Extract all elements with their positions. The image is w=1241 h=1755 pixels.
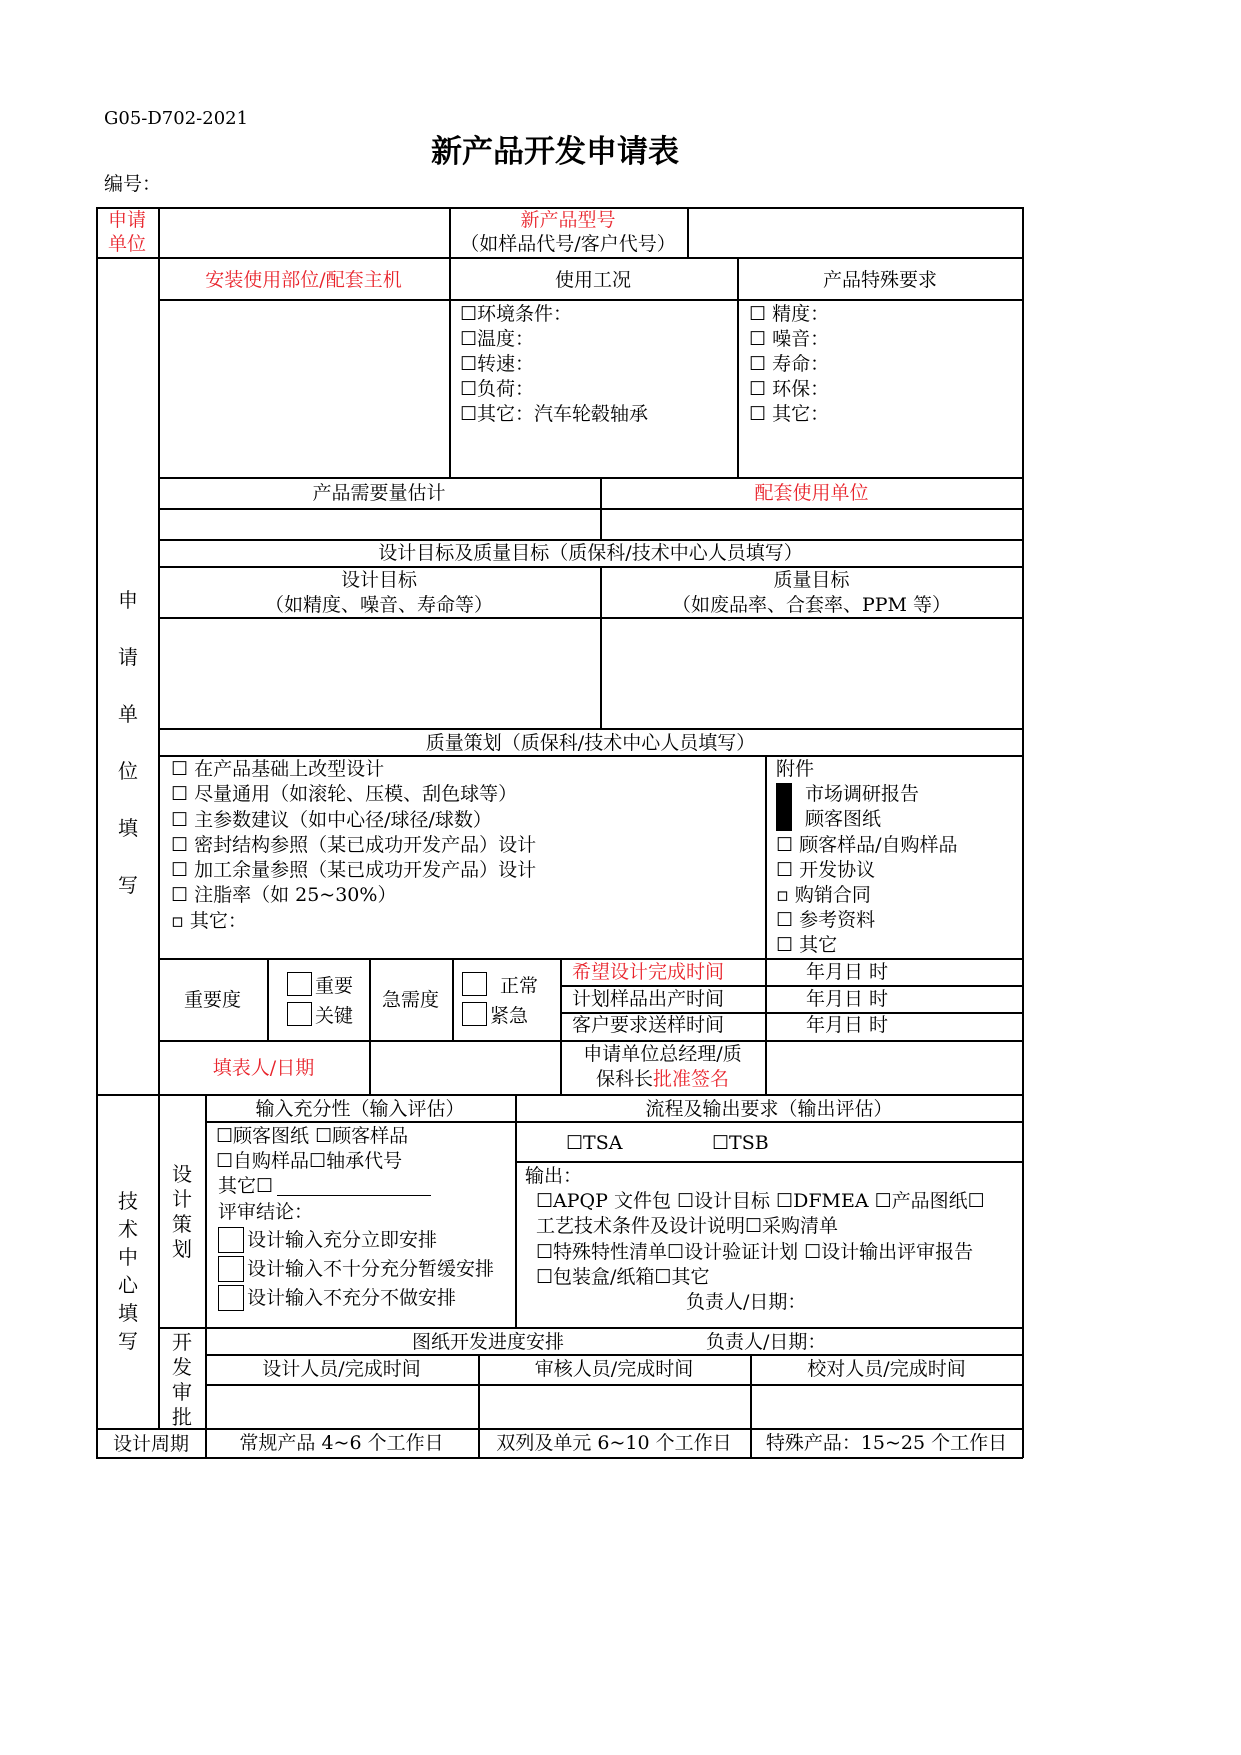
conditions-list <box>460 302 648 427</box>
review-option: 设计输入不十分充分暂缓安排 <box>247 1258 495 1280</box>
checker-col: 校对人员/完成时间 <box>807 1358 966 1380</box>
checkbox-key[interactable] <box>287 1002 312 1026</box>
attachments-title: 附件 <box>776 758 815 780</box>
output-line[interactable]: ☐APQP 文件包 ☐设计目标 ☐DFMEA ☐产品图纸☐ <box>536 1190 985 1212</box>
review-label: 评审结论： <box>218 1201 314 1223</box>
option-important: 重要 <box>315 975 354 997</box>
approve-label: 申请单位总经理/质 <box>583 1043 742 1065</box>
plan-item[interactable]: ☐ 主参数建议（如中心径/球径/球数） <box>171 808 492 831</box>
design-goal-label: 设计目标 <box>340 569 417 591</box>
plan-item[interactable]: ☐ 在产品基础上改型设计 <box>171 758 385 780</box>
expected-design-time-label: 希望设计完成时间 <box>572 961 725 983</box>
filled-checkbox-icon[interactable] <box>776 783 792 831</box>
input-line[interactable]: 其它☐ <box>218 1175 274 1197</box>
output-line[interactable]: 工艺技术条件及设计说明☐采购清单 <box>536 1215 839 1237</box>
page-title: 新产品开发申请表 <box>431 134 679 170</box>
special-item[interactable]: ☐ 其它： <box>749 403 830 425</box>
applicant-unit-label-1: 申请 <box>108 209 147 231</box>
review-option: 设计输入不充分不做安排 <box>247 1287 457 1309</box>
design-goal-hint: （如精度、噪音、寿命等） <box>264 594 493 616</box>
special-req-header: 产品特殊要求 <box>822 269 937 291</box>
condition-item[interactable]: ☐其它：汽车轮毂轴承 <box>460 403 649 425</box>
output-line[interactable]: ☐包装盒/纸箱☐其它 <box>536 1266 710 1288</box>
delivery-time-label: 客户要求送样时间 <box>572 1014 725 1036</box>
attachment-item[interactable]: ☐ 其它 <box>776 934 838 956</box>
condition-item[interactable]: ☐转速： <box>460 353 535 375</box>
attachment-item: 市场调研报告 <box>805 783 920 805</box>
conditions-header: 使用工况 <box>554 269 631 291</box>
applicant-unit-label-2: 单位 <box>108 233 147 255</box>
special-item[interactable]: ☐ 精度： <box>749 303 830 325</box>
tsb-option[interactable]: ☐TSB <box>712 1132 769 1154</box>
demand-unit-label: 配套使用单位 <box>754 482 869 504</box>
special-item[interactable]: ☐ 噪音： <box>749 328 830 350</box>
dev-approval-label: 开 发 审 批 <box>172 1330 192 1429</box>
sample-time-label: 计划样品出产时间 <box>572 988 725 1010</box>
approve-label-2: 保科长批准签名 <box>596 1068 730 1090</box>
cycle-special: 特殊产品：15~25 个工作日 <box>765 1432 1008 1454</box>
attachment-item[interactable]: ☐ 参考资料 <box>776 909 876 931</box>
checkbox-normal[interactable] <box>462 972 487 996</box>
checkbox-urgent[interactable] <box>462 1002 487 1026</box>
output-title: 输出： <box>525 1165 583 1187</box>
special-item[interactable]: ☐ 寿命： <box>749 353 830 375</box>
time-value[interactable]: 年月日 时 <box>806 1014 889 1036</box>
cycle-label: 设计周期 <box>112 1433 189 1455</box>
quality-plan-list <box>171 757 536 934</box>
demand-estimate-label: 产品需要量估计 <box>312 482 446 504</box>
review-checkbox[interactable] <box>218 1285 244 1311</box>
checkbox-important[interactable] <box>287 972 312 996</box>
output-line[interactable]: ☐特殊特性清单☐设计验证计划 ☐设计输出评审报告 <box>536 1241 974 1263</box>
review-option: 设计输入充分立即安排 <box>247 1229 438 1251</box>
number-label: 编号： <box>104 173 162 195</box>
review-checkbox[interactable] <box>218 1256 244 1282</box>
time-value[interactable]: 年月日 时 <box>806 961 889 983</box>
install-location-header: 安装使用部位/配套主机 <box>205 269 402 291</box>
doc-code: G05-D702-2021 <box>104 108 249 129</box>
plan-item[interactable]: ☐ 密封结构参照（某已成功开发产品）设计 <box>171 833 537 856</box>
output-responsible: 负责人/日期： <box>686 1291 807 1313</box>
attachment-item[interactable]: ▫ 购销合同 <box>776 884 871 906</box>
output-header: 流程及输出要求（输出评估） <box>645 1098 893 1120</box>
option-key: 关键 <box>315 1005 354 1027</box>
plan-item[interactable]: ☐ 注脂率（如 25~30%） <box>171 884 397 907</box>
review-checkbox[interactable] <box>218 1227 244 1253</box>
input-line[interactable]: ☐自购样品☐轴承代号 <box>216 1150 403 1172</box>
condition-item[interactable]: ☐环境条件： <box>460 303 573 325</box>
designer-col: 设计人员/完成时间 <box>262 1358 421 1380</box>
input-line[interactable]: ☐顾客图纸 ☐顾客样品 <box>216 1125 409 1147</box>
condition-item[interactable]: ☐温度： <box>460 328 535 350</box>
model-hint: （如样品代号/客户代号） <box>460 233 676 255</box>
quality-plan-header: 质量策划（质保科/技术中心人员填写） <box>425 732 756 754</box>
importance-label: 重要度 <box>183 989 241 1011</box>
tsa-option[interactable]: ☐TSA <box>566 1132 623 1154</box>
design-plan-label: 设 计 策 划 <box>172 1162 192 1261</box>
model-label: 新产品型号 <box>520 209 616 231</box>
condition-item[interactable]: ☐负荷： <box>460 378 535 400</box>
progress-responsible: 负责人/日期： <box>706 1331 827 1353</box>
plan-item[interactable]: ☐ 尽量通用（如滚轮、压模、刮色球等） <box>171 783 518 806</box>
option-normal: 正常 <box>500 975 539 997</box>
tech-side-label: 技 术 中 心 填 写 <box>118 1189 138 1353</box>
special-item[interactable]: ☐ 环保： <box>749 378 830 400</box>
attachment-item[interactable]: ☐ 顾客样品/自购样品 <box>776 834 958 856</box>
special-list <box>749 302 829 427</box>
urgency-label: 急需度 <box>381 989 439 1011</box>
cycle-double: 双列及单元 6~10 个工作日 <box>496 1432 732 1454</box>
reviewer-col: 审核人员/完成时间 <box>534 1358 694 1380</box>
time-value[interactable]: 年月日 时 <box>806 988 889 1010</box>
applicant-side-label: 申 请 单 位 填 写 <box>118 588 138 897</box>
input-header: 输入充分性（输入评估） <box>255 1098 465 1120</box>
option-urgent: 紧急 <box>490 1005 529 1027</box>
filler-date-label: 填表人/日期 <box>212 1057 315 1079</box>
plan-item[interactable]: ▫ 其它： <box>171 909 247 932</box>
cycle-regular: 常规产品 4~6 个工作日 <box>239 1432 444 1454</box>
other-underline <box>277 1195 431 1196</box>
attachment-item: 顾客图纸 <box>805 808 882 830</box>
progress-label: 图纸开发进度安排 <box>412 1331 565 1353</box>
plan-item[interactable]: ☐ 加工余量参照（某已成功开发产品）设计 <box>171 859 537 882</box>
attachment-item[interactable]: ☐ 开发协议 <box>776 859 876 881</box>
quality-goal-hint: （如废品率、合套率、PPM 等） <box>671 594 952 616</box>
design-goal-header: 设计目标及质量目标（质保科/技术中心人员填写） <box>378 542 803 564</box>
quality-goal-label: 质量目标 <box>773 569 850 591</box>
